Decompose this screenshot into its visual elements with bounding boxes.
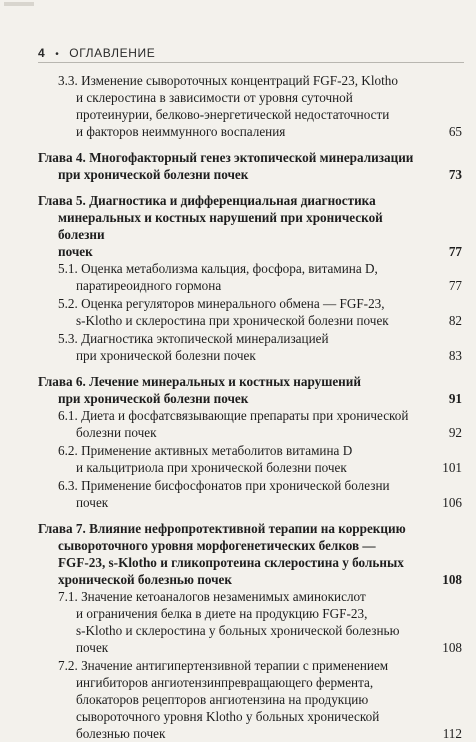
toc-section-entry xyxy=(38,407,462,441)
toc-page-number: 112 xyxy=(442,726,462,741)
page-edge-shadow xyxy=(4,2,34,6)
toc-entry-continuation-line: почек xyxy=(76,640,109,655)
toc-entry-title xyxy=(58,330,462,364)
toc-chapter-entry xyxy=(38,192,462,260)
toc-entry-title xyxy=(58,657,462,742)
toc-entry-continuation-line: почек xyxy=(58,244,93,259)
toc-page-number: 91 xyxy=(448,391,462,406)
toc-entry-continuation-line: и склеростина в зависимости от уровня суточной xyxy=(76,90,353,105)
toc-page-number: 77 xyxy=(448,244,462,259)
toc-page-number: 82 xyxy=(448,313,462,328)
header-section-title: ОГЛАВЛЕНИЕ xyxy=(69,46,156,60)
header-page-number: 4 xyxy=(38,46,46,60)
toc-entry-continuation-line: паратиреоидного гормона xyxy=(76,278,222,293)
toc-section-entry xyxy=(38,295,462,329)
toc-entry-continuation-line: ингибиторов ангиотензинпревращающего фермента, xyxy=(76,675,374,690)
toc-entry-title xyxy=(58,407,462,441)
toc-section-entry xyxy=(38,657,462,742)
toc-entry-title xyxy=(58,260,462,294)
toc-chapter-entry xyxy=(38,373,462,407)
toc-entry-continuation-line: хронической болезнью почек xyxy=(58,572,233,587)
toc-entry-title xyxy=(58,295,462,329)
toc-entry-continuation-line: почек xyxy=(76,495,109,510)
header-bullet: • xyxy=(55,49,60,60)
toc-entry-first-line: 5.1. Оценка метаболизма кальция, фосфора, витамина D, xyxy=(58,261,378,276)
toc-entry-first-line: Глава 7. Влияние нефропротективной терапии на коррекцию xyxy=(38,521,406,536)
toc-chapter-entry xyxy=(38,149,462,183)
toc-entry-title xyxy=(38,373,462,407)
running-header xyxy=(38,46,456,60)
toc-entry-first-line: 6.2. Применение активных метаболитов витамина D xyxy=(58,443,353,458)
toc-entry-continuation-line: при хронической болезни почек xyxy=(58,167,249,182)
toc-entry-continuation-line: сывороточного уровня морфогенетических белков — xyxy=(58,538,376,553)
toc-entry-title xyxy=(38,149,462,183)
toc-page-number: 106 xyxy=(442,495,462,510)
toc-entry-first-line: 3.3. Изменение сывороточных концентраций FGF-23, Klotho xyxy=(58,73,398,88)
toc-entry-continuation-line: при хронической болезни почек xyxy=(76,348,256,363)
toc-page-number: 92 xyxy=(448,425,462,440)
toc-entry-continuation-line: при хронической болезни почек xyxy=(58,391,249,406)
toc-section-entry xyxy=(38,588,462,656)
toc-page-number: 65 xyxy=(448,124,462,139)
header-rule xyxy=(38,62,464,63)
toc-section-entry xyxy=(38,330,462,364)
toc-entry-first-line: Глава 4. Многофакторный генез эктопической минерализации xyxy=(38,150,414,165)
toc-entry-continuation-line: s-Klotho и склеростина при хронической болезни почек xyxy=(76,313,389,328)
toc-entry-title xyxy=(58,477,462,511)
toc-section-entry xyxy=(38,477,462,511)
toc-page-number: 108 xyxy=(442,572,462,587)
toc-entry-continuation-line: сывороточного уровня Klotho у больных хронической xyxy=(76,709,380,724)
toc-section-entry xyxy=(38,260,462,294)
toc-entry-continuation-line: блокаторов рецепторов ангиотензина на продукцию xyxy=(76,692,369,707)
toc-section-entry xyxy=(38,442,462,476)
toc-page-number: 108 xyxy=(442,640,462,655)
toc-entry-continuation-line: минеральных и костных нарушений при хронической болезни xyxy=(58,210,383,242)
toc-chapter-entry xyxy=(38,520,462,588)
toc-entry-first-line: 7.1. Значение кетоаналогов незаменимых аминокислот xyxy=(58,589,366,604)
toc-entry-continuation-line: s-Klotho и склеростина у больных хронической болезнью xyxy=(76,623,400,638)
toc-entry-first-line: 5.2. Оценка регуляторов минерального обмена — FGF-23, xyxy=(58,296,385,311)
toc-entry-title xyxy=(58,72,462,140)
toc-entry-continuation-line: и ограничения белка в диете на продукцию FGF-23, xyxy=(76,606,368,621)
toc-entry-title xyxy=(58,442,462,476)
toc-entry-title xyxy=(38,192,462,260)
toc-entry-continuation-line: болезни почек xyxy=(76,425,157,440)
toc-entry-continuation-line: протеинурии, белково-энергетической недостаточности xyxy=(76,107,390,122)
toc-entry-continuation-line: и факторов неиммунного воспаления xyxy=(76,124,286,139)
toc-entry-title xyxy=(38,520,462,588)
toc-entry-continuation-line: и кальцитриола при хронической болезни почек xyxy=(76,460,347,475)
toc-page-number: 101 xyxy=(442,460,462,475)
table-of-contents xyxy=(38,72,462,742)
toc-page-number: 73 xyxy=(448,167,462,182)
toc-entry-first-line: 5.3. Диагностика эктопической минерализацией xyxy=(58,331,329,346)
toc-page-number: 77 xyxy=(448,278,462,293)
toc-entry-title xyxy=(58,588,462,656)
toc-section-entry xyxy=(38,72,462,140)
toc-entry-first-line: 7.2. Значение антигипертензивной терапии с применением xyxy=(58,658,389,673)
toc-page-number: 83 xyxy=(448,348,462,363)
toc-entry-first-line: Глава 5. Диагностика и дифференциальная диагностика xyxy=(38,193,376,208)
toc-entry-first-line: 6.3. Применение бисфосфонатов при хронической болезни xyxy=(58,478,390,493)
toc-entry-continuation-line: болезнью почек xyxy=(76,726,166,741)
toc-entry-first-line: 6.1. Диета и фосфатсвязывающие препараты при хронической xyxy=(58,408,409,423)
toc-entry-first-line: Глава 6. Лечение минеральных и костных нарушений xyxy=(38,374,361,389)
toc-entry-continuation-line: FGF-23, s-Klotho и гликопротеина склеростина у больных xyxy=(58,555,404,570)
